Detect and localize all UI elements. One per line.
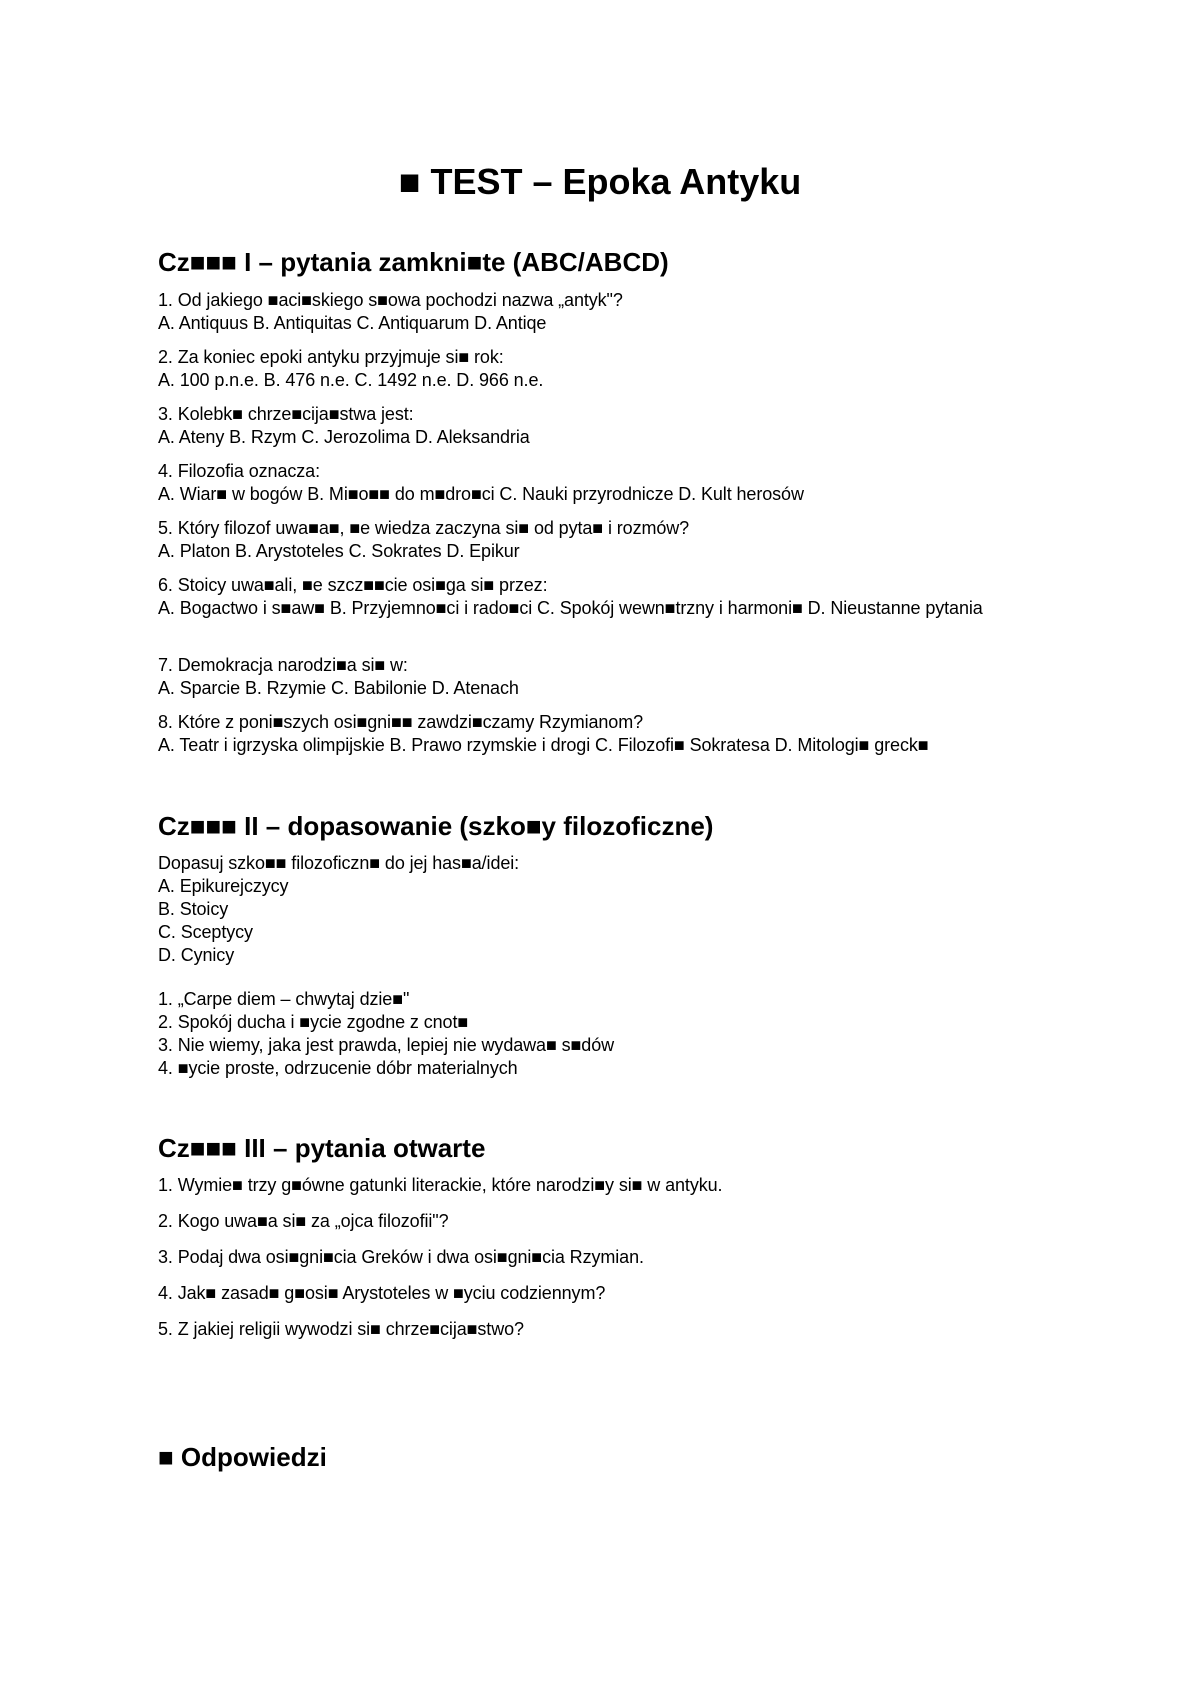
document-title: ■ TEST – Epoka Antyku — [398, 161, 802, 202]
open-question-3: 3. Podaj dwa osi■gni■cia Greków i dwa osi■gni■cia Rzymian. — [158, 1247, 644, 1267]
answers-3: A. Ateny B. Rzym C. Jerozolima D. Aleksandria — [158, 427, 530, 447]
motto-1: 1. „Carpe diem – chwytaj dzie■" — [158, 989, 410, 1009]
question-5: 5. Który filozof uwa■a■, ■e wiedza zaczyna si■ od pyta■ i rozmów? — [158, 518, 690, 538]
answers-8: A. Teatr i igrzyska olimpijskie B. Prawo rzymskie i drogi C. Filozofi■ Sokratesa D. Mitologi■ greck■ — [158, 735, 929, 755]
answers-7: A. Sparcie B. Rzymie C. Babilonie D. Atenach — [158, 678, 519, 698]
school-b: B. Stoicy — [158, 899, 229, 919]
answers-4: A. Wiar■ w bogów B. Mi■o■■ do m■dro■ci C. Nauki przyrodnicze D. Kult herosów — [158, 484, 804, 504]
answers-6: A. Bogactwo i s■aw■ B. Przyjemno■ci i rado■ci C. Spokój wewn■trzny i harmoni■ D. Nieustanne pytania — [158, 598, 983, 618]
motto-2: 2. Spokój ducha i ■ycie zgodne z cnot■ — [158, 1012, 469, 1032]
question-3: 3. Kolebk■ chrze■cija■stwa jest: — [158, 404, 414, 424]
school-a: A. Epikurejczycy — [158, 876, 289, 896]
open-question-5: 5. Z jakiej religii wywodzi si■ chrze■cija■stwo? — [158, 1319, 524, 1339]
answers-2: A. 100 p.n.e. B. 476 n.e. C. 1492 n.e. D. 966 n.e. — [158, 370, 544, 390]
question-6: 6. Stoicy uwa■ali, ■e szcz■■cie osi■ga si■ przez: — [158, 575, 548, 595]
open-question-4: 4. Jak■ zasad■ g■osi■ Arystoteles w ■yciu codziennym? — [158, 1283, 606, 1303]
matching-intro: Dopasuj szko■■ filozoficzn■ do jej has■a/idei: — [158, 853, 520, 873]
question-7: 7. Demokracja narodzi■a si■ w: — [158, 655, 408, 675]
question-1: 1. Od jakiego ■aci■skiego s■owa pochodzi nazwa „antyk"? — [158, 290, 623, 310]
part2-heading: Cz■■■ II – dopasowanie (szko■y filozoficzne) — [158, 811, 714, 841]
school-d: D. Cynicy — [158, 945, 235, 965]
open-question-2: 2. Kogo uwa■a si■ za „ojca filozofii"? — [158, 1211, 449, 1231]
question-2: 2. Za koniec epoki antyku przyjmuje si■ rok: — [158, 347, 504, 367]
question-8: 8. Które z poni■szych osi■gni■■ zawdzi■czamy Rzymianom? — [158, 712, 644, 732]
answers-1: A. Antiquus B. Antiquitas C. Antiquarum D. Antiqe — [158, 313, 547, 333]
school-c: C. Sceptycy — [158, 922, 253, 942]
motto-4: 4. ■ycie proste, odrzucenie dóbr materialnych — [158, 1058, 518, 1078]
question-4: 4. Filozofia oznacza: — [158, 461, 320, 481]
part3-heading: Cz■■■ III – pytania otwarte — [158, 1133, 486, 1163]
answers-5: A. Platon B. Arystoteles C. Sokrates D. Epikur — [158, 541, 520, 561]
answers-heading: ■ Odpowiedzi — [158, 1442, 327, 1472]
motto-3: 3. Nie wiemy, jaka jest prawda, lepiej nie wydawa■ s■dów — [158, 1035, 615, 1055]
part1-heading: Cz■■■ I – pytania zamkni■te (ABC/ABCD) — [158, 247, 669, 277]
open-question-1: 1. Wymie■ trzy g■ówne gatunki literackie, które narodzi■y si■ w antyku. — [158, 1175, 723, 1195]
